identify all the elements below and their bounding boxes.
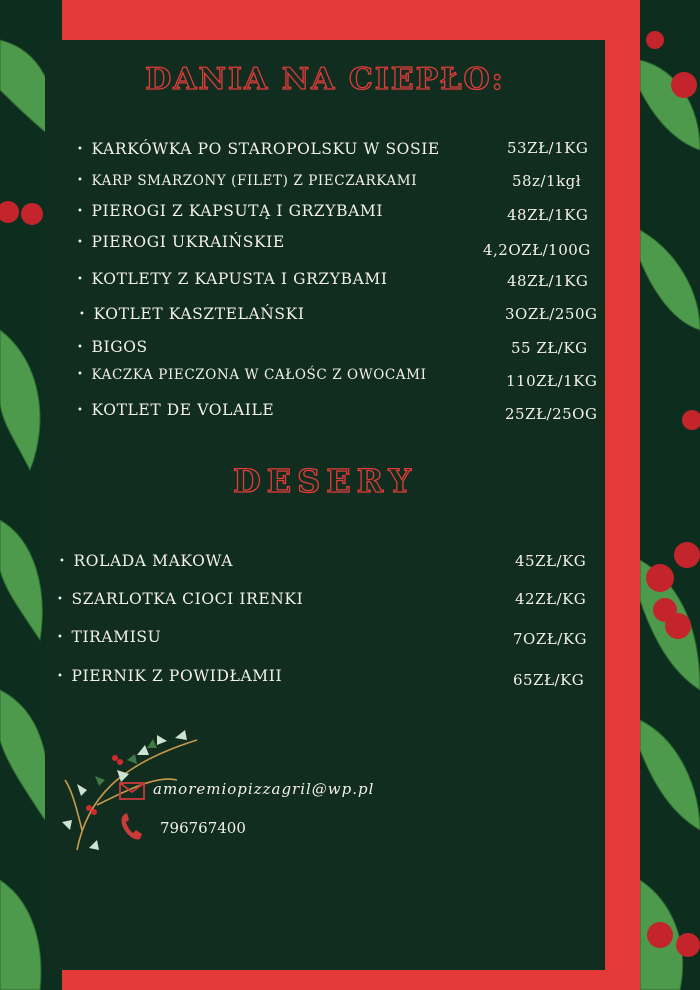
menu-panel <box>45 40 605 970</box>
menu-item: • KARP SMARZONY (FILET) Z PIECZARKAMI <box>77 173 418 189</box>
item-price: 58z/1kgł <box>512 172 582 190</box>
menu-item: • PIEROGI Z KAPSUTĄ I GRZYBAMI <box>77 202 384 220</box>
menu-item: • PIEROGI UKRAIŃSKIE <box>77 233 285 251</box>
item-price: 65ZŁ/KG <box>513 671 585 689</box>
menu-item: • TIRAMISU <box>57 628 162 646</box>
item-price: 110ZŁ/1KG <box>506 372 598 390</box>
menu-item: • KOTLETY Z KAPUSTA I GRZYBAMI <box>77 270 388 288</box>
item-price: 7OZŁ/KG <box>513 630 588 648</box>
item-price: 3OZŁ/250G <box>505 305 598 323</box>
item-price: 53ZŁ/1KG <box>507 139 589 157</box>
menu-item: • SZARLOTKA CIOCI IRENKI <box>57 590 304 608</box>
menu-item: • ROLADA MAKOWA <box>59 552 234 570</box>
item-price: 45ZŁ/KG <box>515 552 587 570</box>
menu-item: • BIGOS <box>77 338 148 356</box>
menu-item: • KOTLET KASZTELAŃSKI <box>79 305 305 323</box>
menu-item: • KACZKA PIECZONA W CAŁOŚC Z OWOCAMI <box>77 367 427 383</box>
item-price: 48ZŁ/1KG <box>507 206 589 224</box>
phone-icon <box>119 812 145 842</box>
item-price: 42ZŁ/KG <box>515 590 587 608</box>
item-price: 4,2OZŁ/100G <box>483 241 591 259</box>
desserts-title: DESERY <box>232 462 418 500</box>
menu-item: • KOTLET DE VOLAILE <box>77 401 275 419</box>
item-price: 25ZŁ/25OG <box>505 405 598 423</box>
item-price: 55 ZŁ/KG <box>511 339 588 357</box>
menu-item: • PIERNIK Z POWIDŁAMII <box>57 667 283 685</box>
hot-dishes-title: DANIA NA CIEPŁO: <box>145 62 505 97</box>
item-price: 48ZŁ/1KG <box>507 272 589 290</box>
email-link[interactable]: amoremiopizzagril@wp.pl <box>153 780 375 798</box>
menu-item: • KARKÓWKA PO STAROPOLSKU W SOSIE <box>77 140 440 158</box>
envelope-icon <box>119 782 145 800</box>
phone-number[interactable]: 796767400 <box>160 819 246 837</box>
